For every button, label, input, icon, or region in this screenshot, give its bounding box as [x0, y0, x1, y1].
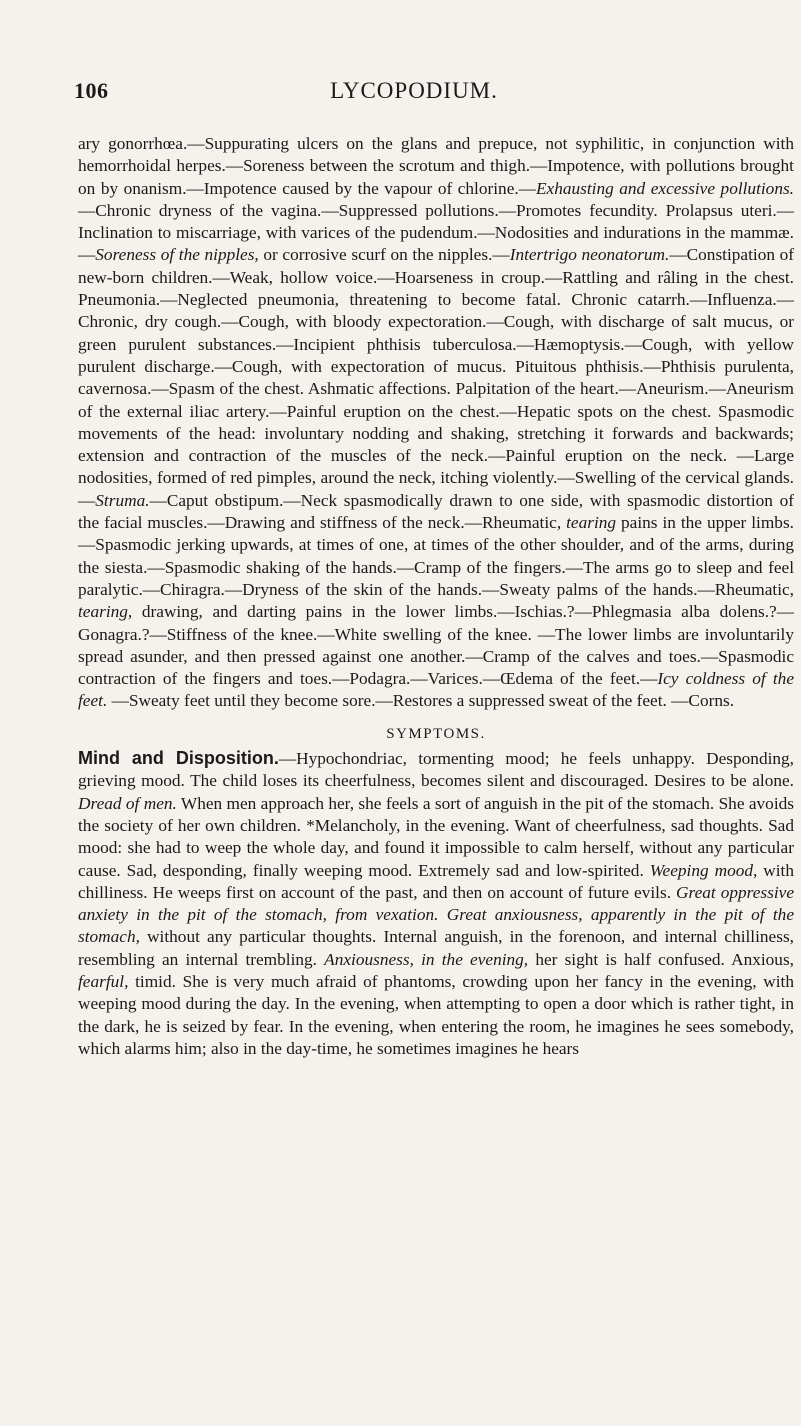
page-number: 106 [74, 78, 109, 103]
italic-text: fearful, [78, 971, 129, 991]
paragraph-body: —Hypochondriac, tormenting mood; he feels unhappy. Desponding, grieving mood. The child loses its cheerfulness, becomes silent and discouraged. Desires to be alone. Dread of men. When men approach her, she feels a sort of anguish in the pit of the stomach. She avoids the society of her own children. *Melancholy, in the evening. Want of cheerfulness, sad thoughts. Sad mood: she had to weep the whole day, and found it impossible to calm herself, without any particular cause. Sad, desponding, finally weeping mood. Extremely sad and low-spirited. Weeping mood, with chilliness. He weeps first on account of the past, and then on account of future evils. Great oppressive anxiety in the pit of the stomach, from vexation. Great anxiousness, apparently in the pit of the stomach, without any particular thoughts. Internal anguish, in the forenoon, and internal chilliness, resembling an internal trembling. Anxiousness, in the evening, her sight is half confused. Anxious, fearful, timid. She is very much afraid of phantoms, crowding upon her fancy in the evening, with weeping mood during the day. In the evening, when attempting to open a door which is rather tight, in the dark, he is seized by fear. In the evening, when entering the room, he imagines he sees somebody, which alarms him; also in the day-time, he sometimes imagines he hears [78, 749, 795, 1058]
italic-text: Great oppressive anxiety in the pit of the stomach, from vexation. Great anxiousness, apparently in the pit of the stomach, [78, 882, 794, 947]
running-head: LYCOPODIUM. [330, 78, 498, 103]
italic-text: Exhausting and excessive pollutions. [535, 178, 795, 198]
body-text [78, 133, 794, 1060]
paragraph-continued: ary gonorrhœa.—Suppurating ulcers on the glans and prepuce, not syphilitic, in conjunction with hemorrhoidal herpes.—Soreness between the scrotum and thigh.—Impotence, with pollutions brought on by onanism.—Impotence caused by the vapour of chlorine.—Exhausting and excessive pollutions.—Chronic dryness of the vagina.—Suppressed pollutions.—Promotes fecundity. Prolapsus uteri.—Inclination to miscarriage, with varices of the pudendum.—Nodosities and indurations in the mammæ.—Soreness of the nipples, or corrosive scurf on the nipples.—Intertrigo neonatorum.—Constipation of new-born children.—Weak, hollow voice.—Hoarseness in croup.—Rattling and râling in the chest. Pneumonia.—Neglected pneumonia, threatening to become fatal. Chronic catarrh.—Influenza.—Chronic, dry cough.—Cough, with bloody expectoration.—Cough, with discharge of salt mucus, or green purulent substances.—Incipient phthisis tuberculosa.—Hæmoptysis.—Cough, with yellow purulent discharge.—Cough, with expectoration of mucus. Pituitous phthisis.—Phthisis purulenta, cavernosa.—Spasm of the chest. Ashmatic affections. Palpitation of the heart.—Aneurism.—Aneurism of the external iliac artery.—Painful eruption on the chest.—Hepatic spots on the chest. Spasmodic movements of the head: involuntary nodding and shaking, stretching it forwards and backwards; extension and contraction of the muscles of the neck.—Painful eruption on the neck. —Large nodosities, formed of red pimples, around the neck, itching violently.—Swelling of the cervical glands.—Struma.—Caput obstipum.—Neck spasmodically drawn to one side, with spasmodic distortion of the facial muscles.—Drawing and stiffness of the neck.—Rheumatic, tearing pains in the upper limbs.—Spasmodic jerking upwards, at times of one, at times of the other shoulder, and of the arms, during the siesta.—Spasmodic shaking of the hands.—Cramp of the fingers.—The arms go to sleep and feel paralytic.—Chiragra.—Dryness of the skin of the hands.—Sweaty palms of the hands.—Rheumatic, tearing, drawing, and darting pains in the lower limbs.—Ischias.?—Phlegmasia alba dolens.?—Gonagra.?—Stiffness of the knee.—White swelling of the knee. —The lower limbs are involuntarily spread asunder, and then pressed against one another.—Cramp of the calves and toes.—Spasmodic contraction of the fingers and toes.—Podagra.—Varices.—Œdema of the feet.—Icy coldness of the feet. —Sweaty feet until they become sore.—Restores a suppressed sweat of the feet. —Corns. [78, 134, 795, 711]
italic-text: tearing, [78, 602, 133, 622]
paragraph-mind-and-disposition [78, 747, 794, 1060]
italic-text: tearing [566, 513, 617, 533]
paragraph-lead: Mind and Disposition. [78, 748, 279, 769]
italic-text: Icy coldness of the feet. [78, 669, 794, 711]
italic-text: Dread of men. [78, 793, 177, 813]
italic-text: Struma. [95, 490, 150, 510]
italic-text: Anxiousness, in the evening, [324, 949, 529, 969]
italic-text: Weeping mood, [649, 860, 758, 880]
page-header [74, 78, 754, 112]
italic-text: Intertrigo neonatorum. [509, 245, 670, 265]
italic-text: Soreness of the nipples, [95, 245, 259, 265]
section-heading: SYMPTOMS. [386, 725, 486, 742]
